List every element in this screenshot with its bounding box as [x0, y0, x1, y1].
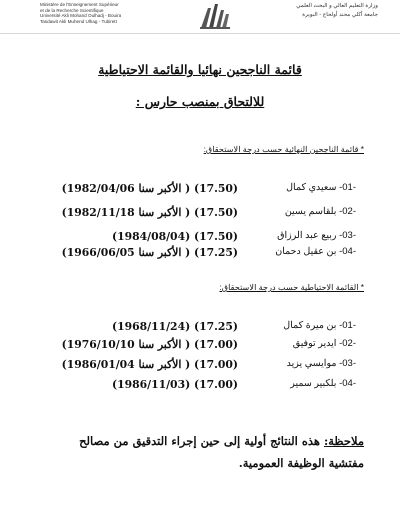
note-text: هذه النتائج أولية إلى حين إجراء التدقيق من مصالح مفتشية الوظيفة العمومية.	[79, 434, 364, 470]
list-item	[0, 246, 400, 260]
reserve-list-heading: * القائمة الاحتياطية حسب درجة الاستحقاق:	[219, 283, 364, 292]
candidate-name: -02- بلقاسم يسين	[284, 206, 356, 217]
header-french-block	[40, 2, 170, 24]
candidate-score: (17.50) ( الأكبر سنا 1982/04/06)	[61, 182, 238, 195]
list-item	[0, 378, 400, 392]
candidate-score: (17.00) ( الأكبر سنا 1976/10/10)	[61, 338, 238, 351]
title-line-2: للالتحاق بمنصب حارس :	[135, 94, 265, 109]
list-item	[0, 206, 400, 220]
note-label: ملاحظة:	[324, 434, 364, 448]
list-item	[0, 358, 400, 372]
candidate-name: -04- بن عقيل دحمان	[275, 246, 356, 257]
title-line-1: قائمة الناجحين نهائيا والقائمة الاحتياطية	[98, 62, 302, 77]
candidate-score: (17.50) (1984/08/04)	[111, 230, 238, 243]
candidate-name: -01- بن ميرة كمال	[283, 320, 356, 331]
list-item	[0, 320, 400, 334]
candidate-name: -01- سعيدي كمال	[286, 182, 356, 193]
list-item	[0, 182, 400, 196]
candidate-name: -03- ربيع عبد الرزاق	[277, 230, 356, 241]
list-item	[0, 338, 400, 352]
header-arabic-block	[248, 2, 378, 20]
candidate-name: -04- بلكبير سمير	[290, 378, 356, 389]
header-arabic-line: جامعة أكلي محند أولحاج - البويرة	[302, 12, 378, 18]
header-french-line: Université Akli Mohand Oulhadj - Bouira	[40, 13, 122, 19]
final-list-heading: * قائمة الناجحين النهائية حسب درجة الاستحقاق:	[203, 145, 364, 154]
note-paragraph	[46, 430, 364, 474]
document-title	[0, 62, 400, 77]
candidate-score: (17.00) (1986/11/03)	[111, 378, 238, 391]
candidate-name: -03- موايسي يزيد	[286, 358, 356, 369]
header-french-line: Ministère de l'Enseignement Supérieur	[40, 2, 119, 7]
candidate-score: (17.25) (1968/11/24)	[111, 320, 238, 333]
header-french-line: et de la Recherche Scientifique	[40, 7, 104, 13]
candidate-name: -02- ايدير توفيق	[292, 338, 356, 349]
header-arabic-line: وزارة التعليم العالي و البحث العلمي	[296, 3, 378, 9]
document-subtitle	[0, 94, 400, 109]
candidate-score: (17.25) ( الأكبر سنا 1966/06/05)	[61, 246, 238, 259]
header-divider	[0, 33, 400, 34]
candidate-score: (17.50) ( الأكبر سنا 1982/11/18)	[61, 206, 238, 219]
candidate-score: (17.00) ( الأكبر سنا 1986/01/04)	[61, 358, 238, 371]
list-item	[0, 230, 400, 244]
header-french-line: Tasdawit Akli Muhend Ulhag - Tubirett	[40, 18, 117, 24]
university-logo-icon	[198, 2, 232, 30]
